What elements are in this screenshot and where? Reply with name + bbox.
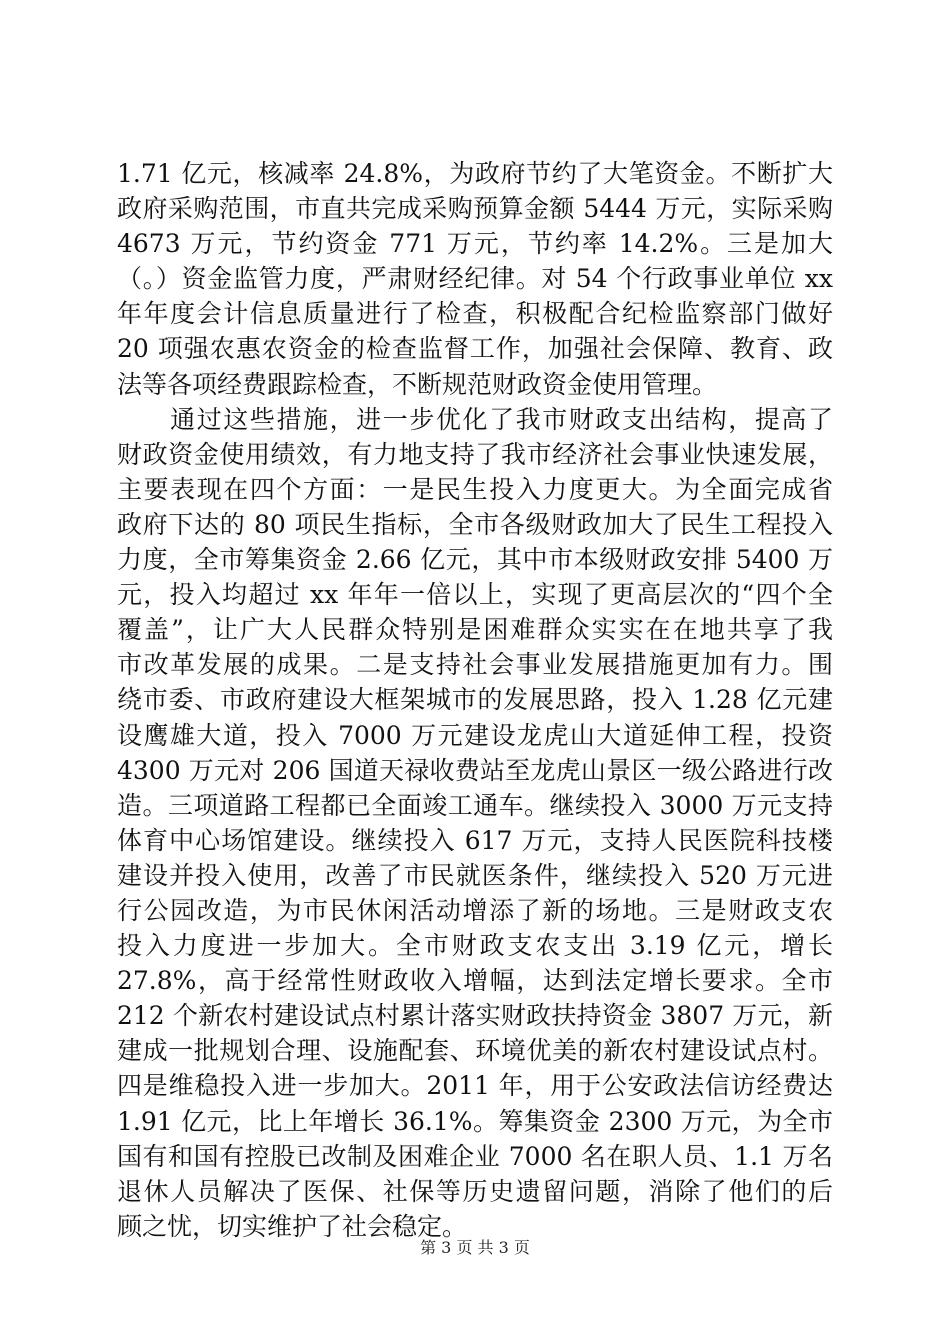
text-line: 造。三项道路工程都已全面竣工通车。继续投入 3000 万元支持	[117, 790, 833, 820]
text-line: 力度，全市筹集资金 2.66 亿元，其中市本级财政安排 5400 万	[117, 545, 833, 575]
text-line: 市改革发展的成果。二是支持社会事业发展措施更加有力。围	[117, 650, 833, 680]
text-line: 政府采购范围，市直共完成采购预算金额 5444 万元，实际采购	[117, 194, 833, 224]
text-line: 法等各项经费跟踪检查，不断规范财政资金使用管理。	[117, 369, 718, 399]
text-line: （。）资金监管力度，严肃财经纪律。对 54 个行政事业单位 xx	[117, 264, 833, 294]
text-line: 体育中心场馆建设。继续投入 617 万元，支持人民医院科技楼	[117, 825, 833, 855]
text-line: 退休人员解决了医保、社保等历史遗留问题，消除了他们的后	[117, 1176, 833, 1206]
text-line: 绕市委、市政府建设大框架城市的发展思路，投入 1.28 亿元建	[117, 685, 833, 715]
text-line: 覆盖”，让广大人民群众特别是困难群众实实在在地共享了我	[117, 615, 833, 645]
text-line: 投入力度进一步加大。全市财政支农支出 3.19 亿元，增长	[117, 931, 833, 961]
text-line: 元，投入均超过 xx 年年一倍以上，实现了更高层次的“四个全	[117, 580, 833, 610]
text-line: 4673 万元，节约资金 771 万元，节约率 14.2%。三是加大	[117, 229, 833, 259]
text-line: 国有和国有控股已改制及困难企业 7000 名在职人员、1.1 万名	[117, 1141, 833, 1171]
text-line: 顾之忧，切实维护了社会稳定。	[117, 1211, 468, 1241]
document-body	[117, 156, 833, 1244]
text-line: 设鹰雄大道，投入 7000 万元建设龙虎山大道延伸工程，投资	[117, 720, 833, 750]
text-line: 212 个新农村建设试点村累计落实财政扶持资金 3807 万元，新	[117, 1001, 833, 1031]
text-line: 20 项强农惠农资金的检查监督工作，加强社会保障、教育、政	[117, 334, 833, 364]
text-line: 四是维稳投入进一步加大。2011 年，用于公安政法信访经费达	[117, 1071, 833, 1101]
text-line: 主要表现在四个方面：一是民生投入力度更大。为全面完成省	[117, 474, 833, 504]
page-number-footer: 第 3 页 共 3 页	[420, 1238, 530, 1257]
text-line: 1.91 亿元，比上年增长 36.1%。筹集资金 2300 万元，为全市	[117, 1106, 833, 1136]
text-line: 建成一批规划合理、设施配套、环境优美的新农村建设试点村。	[117, 1036, 833, 1066]
text-line: 27.8%，高于经常性财政收入增幅，达到法定增长要求。全市	[117, 966, 833, 996]
text-line: 财政资金使用绩效，有力地支持了我市经济社会事业快速发展，	[117, 439, 833, 469]
text-line: 行公园改造，为市民休闲活动增添了新的场地。三是财政支农	[117, 895, 833, 925]
text-line: 建设并投入使用，改善了市民就医条件，继续投入 520 万元进	[117, 860, 833, 890]
text-line: 通过这些措施，进一步优化了我市财政支出结构，提高了	[117, 404, 833, 434]
text-line: 1.71 亿元，核减率 24.8%，为政府节约了大笔资金。不断扩大	[117, 159, 833, 188]
text-line: 4300 万元对 206 国道天禄收费站至龙虎山景区一级公路进行改	[117, 755, 833, 785]
text-line: 政府下达的 80 项民生指标，全市各级财政加大了民生工程投入	[117, 509, 833, 539]
paragraph-1	[117, 156, 833, 402]
text-line: 年年度会计信息质量进行了检查，积极配合纪检监察部门做好	[117, 299, 833, 329]
paragraph-2	[117, 402, 833, 1244]
